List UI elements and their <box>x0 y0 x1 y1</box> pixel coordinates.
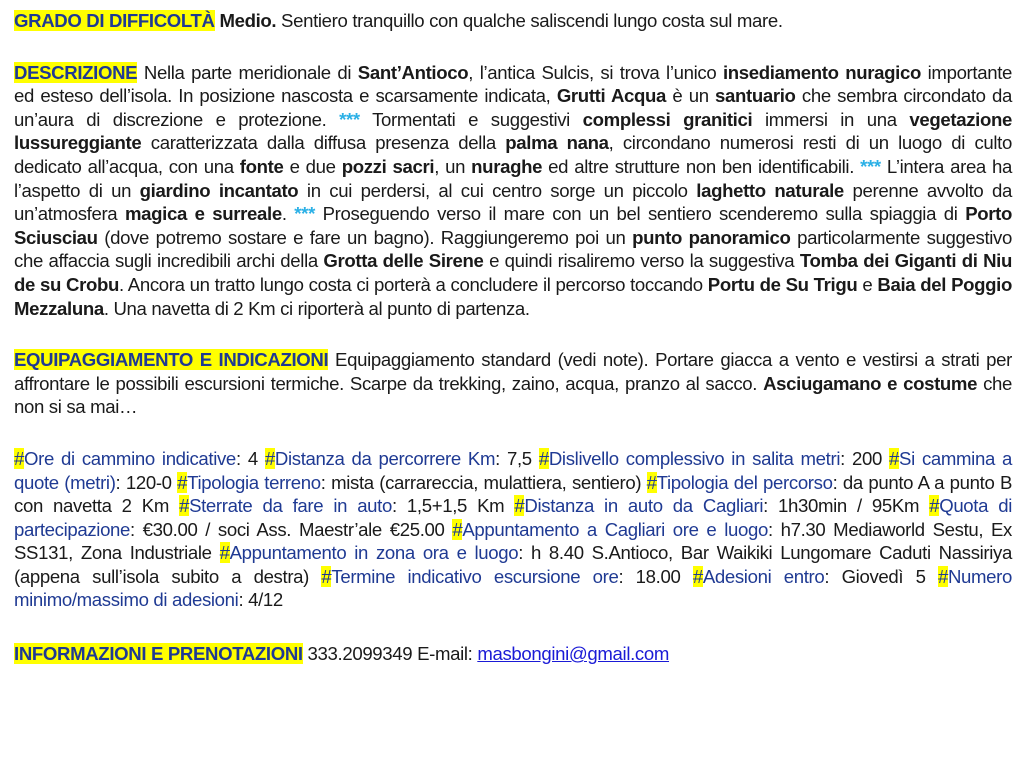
hash-marker: # <box>929 495 940 517</box>
document-page <box>14 9 1012 666</box>
hash-marker: # <box>514 495 525 517</box>
detail-value: : 4 <box>235 447 265 469</box>
hash-marker: # <box>264 447 275 469</box>
desc-bold-text: vegetazione lussureggiante <box>14 108 1012 154</box>
detail-value: : €30.00 / soci Ass. Maestr’ale €25.00 <box>130 518 453 540</box>
desc-bold-text: nuraghe <box>471 155 543 177</box>
detail-label: Distanza in auto da Cagliari <box>524 495 764 517</box>
desc-text: in cui perdersi, al cui centro sorge un piccolo <box>298 179 697 201</box>
hash-marker: # <box>538 447 549 469</box>
detail-value: : 4/12 <box>238 589 283 611</box>
desc-bold-text: palma nana <box>505 132 609 154</box>
detail-value: : 7,5 <box>495 447 539 469</box>
desc-text: (dove potremo sostare e fare un bagno). Raggiungeremo poi un <box>97 226 633 248</box>
email-link[interactable]: masbongini@gmail.com <box>477 643 670 665</box>
detail-label: Termine indicativo escursione ore <box>331 565 619 587</box>
desc-text: . Una navetta di 2 Km ci riporterà al punto di partenza. <box>103 297 530 319</box>
equipaggiamento-bold: Asciugamano e costume <box>763 372 978 394</box>
desc-bold-text: laghetto naturale <box>696 179 844 201</box>
equipaggiamento-tail: che non si sa mai… <box>14 372 1012 418</box>
desc-bold-text: complessi granitici <box>582 108 753 130</box>
detail-label: Adesioni entro <box>702 565 825 587</box>
hash-marker: # <box>452 518 463 540</box>
section-equipaggiamento <box>14 348 1012 419</box>
detail-value: : 120-0 <box>115 471 178 493</box>
detail-value: : da punto A a punto B con navetta 2 Km <box>14 471 1012 517</box>
hash-marker: # <box>179 495 190 517</box>
desc-text: Proseguendo verso il mare con un bel sentiero scenderemo sulla spiaggia di <box>314 203 966 225</box>
desc-text: L’intera area ha l’aspetto di un <box>14 155 1012 201</box>
info-heading: INFORMAZIONI E PRENOTAZIONI <box>14 643 303 665</box>
desc-text: caratterizzata dalla diffusa presenza della <box>141 132 506 154</box>
desc-text: che sembra circondato da un’aura di discrezione e protezione. <box>14 85 1012 130</box>
desc-bold-text: pozzi sacri <box>341 155 435 177</box>
detail-label: Tipologia del percorso <box>656 471 833 493</box>
section-grado <box>14 9 1012 33</box>
desc-text: perenne avvolto da un’atmosfera <box>14 179 1012 225</box>
grado-heading: GRADO DI DIFFICOLTÀ <box>14 10 215 31</box>
equipaggiamento-text: Equipaggiamento standard (vedi note). Portare giacca a vento e vestirsi a strati per affrontare le possibili escursioni termiche. Scarpe da trekking, zaino, acqua, pranzo al sacco. <box>14 349 1012 394</box>
hash-marker: # <box>177 471 188 493</box>
desc-bold-text: Portu de Su Trigu <box>707 273 858 295</box>
detail-value: : 1h30min / 95Km <box>763 495 930 517</box>
desc-text: importante ed esteso dell’isola. In posizione nascosta e scarsamente indicata, <box>14 61 1013 107</box>
detail-label: Quota di partecipazione <box>14 495 1012 540</box>
hash-marker: # <box>889 447 900 469</box>
detail-label: Appuntamento a Cagliari ore e luogo <box>462 518 768 540</box>
desc-bold-text: santuario <box>715 85 796 107</box>
desc-bold-text: punto panoramico <box>632 226 791 248</box>
detail-label: Si cammina a quote (metri) <box>14 447 1012 493</box>
section-dettagli <box>14 447 1012 612</box>
desc-text: Tormentati e suggestivi <box>359 108 583 130</box>
detail-value: : h7.30 Mediaworld Sestu, Ex SS131, Zona Industriale <box>14 518 1013 564</box>
detail-value: : 18.00 <box>618 565 693 587</box>
grado-text: Sentiero tranquillo con qualche saliscendi lungo costa sul mare. <box>276 10 783 31</box>
desc-bold-text: Grutti Acqua <box>556 85 667 107</box>
desc-text: e <box>857 273 878 295</box>
desc-bold-text: Sant’Antioco <box>357 61 469 83</box>
hash-marker: # <box>692 565 703 587</box>
section-descrizione <box>14 61 1012 321</box>
grado-level: Medio. <box>219 10 277 31</box>
hash-marker: # <box>219 542 230 564</box>
detail-value: : Giovedì 5 <box>824 565 938 587</box>
detail-value: : mista (carrareccia, mulattiera, sentiero) <box>320 471 647 493</box>
desc-text: e due <box>283 155 342 177</box>
detail-label: Tipologia terreno <box>187 471 321 493</box>
detail-label: Distanza da percorrere Km <box>274 447 496 469</box>
desc-text: e quindi risaliremo verso la suggestiva <box>483 250 800 272</box>
section-info <box>14 642 1012 666</box>
desc-text: . Ancora un tratto lungo costa ci porterà a concludere il percorso toccando <box>119 273 708 295</box>
desc-text: immersi in una <box>752 108 910 130</box>
detail-value: : 1,5+1,5 Km <box>391 495 515 517</box>
desc-bold-text: magica e surreale <box>124 203 282 225</box>
desc-bold-text: insediamento nuragico <box>722 61 921 83</box>
detail-label: Dislivello complessivo in salita metri <box>548 447 841 469</box>
desc-text: Nella parte meridionale di <box>137 61 358 83</box>
desc-bold-text: Tomba dei Giganti di Niu de su Crobu <box>14 250 1012 295</box>
detail-label: Numero minimo/massimo di adesioni <box>14 565 1012 611</box>
desc-text: particolarmente suggestivo che affaccia sugli incredibili archi della <box>14 226 1012 272</box>
equipaggiamento-heading: EQUIPAGGIAMENTO E INDICAZIONI <box>14 349 329 371</box>
hash-marker: # <box>14 447 24 469</box>
desc-text: , l’antica Sulcis, si trova l’unico <box>468 61 723 83</box>
desc-bold-text: giardino incantato <box>139 179 299 201</box>
desc-bold-text: Porto Sciusciau <box>14 203 1012 248</box>
detail-value: : 200 <box>840 447 890 469</box>
desc-text: , circondano numerosi resti di un luogo di culto dedicato all’acqua, con una <box>14 132 1012 177</box>
desc-separator-stars: *** <box>860 155 881 177</box>
detail-label: Sterrate da fare in auto <box>189 495 392 517</box>
desc-text: . <box>281 203 295 225</box>
desc-text: , un <box>434 155 472 177</box>
hash-marker: # <box>321 565 332 587</box>
desc-separator-stars: *** <box>339 108 360 130</box>
desc-separator-stars: *** <box>294 203 315 225</box>
detail-value: : h 8.40 S.Antioco, Bar Waikiki Lungomare Caduti Nassiriya (appena sull’isola subito a destra) <box>14 542 1012 587</box>
desc-bold-text: Baia del Poggio Mezzaluna <box>14 273 1012 319</box>
info-phone: 333.2099349 E-mail: <box>302 643 478 665</box>
detail-label: Ore di cammino indicative <box>24 447 236 469</box>
desc-text: ed altre strutture non ben identificabili. <box>542 155 861 177</box>
hash-marker: # <box>937 565 948 587</box>
detail-label: Appuntamento in zona ora e luogo <box>229 542 519 564</box>
hash-marker: # <box>646 471 657 493</box>
descrizione-heading: DESCRIZIONE <box>14 61 138 83</box>
desc-bold-text: Grotta delle Sirene <box>323 250 484 272</box>
desc-text: è un <box>666 85 716 107</box>
desc-bold-text: fonte <box>239 155 284 177</box>
